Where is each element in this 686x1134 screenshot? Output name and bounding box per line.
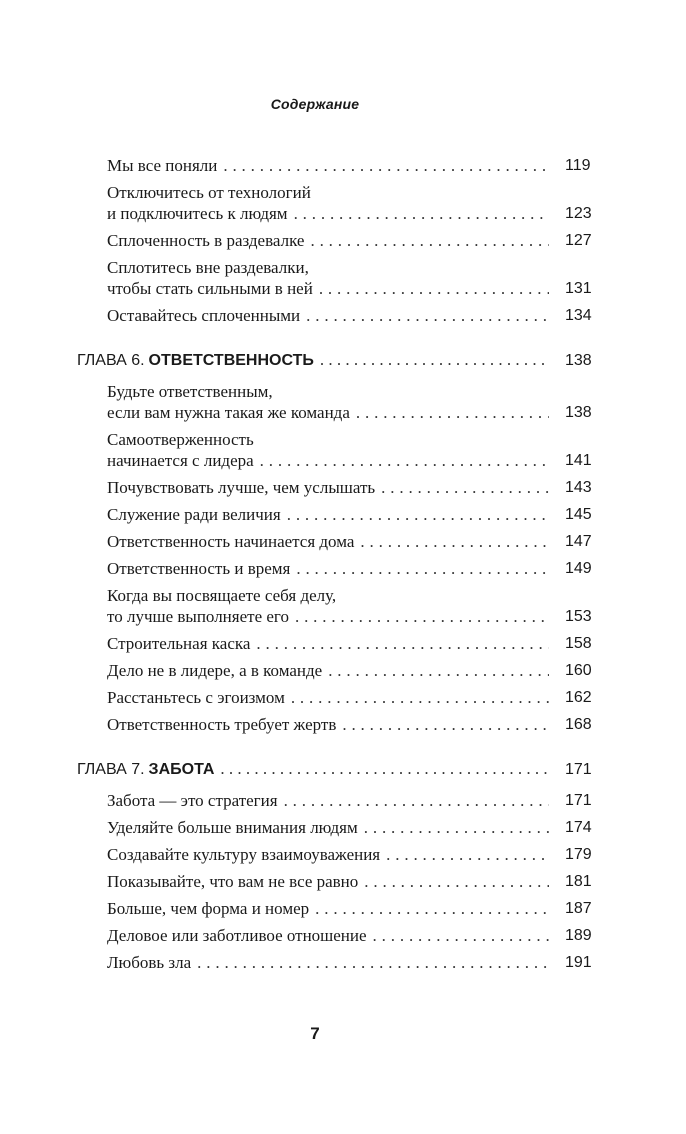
toc-entry-title: Служение ради величия bbox=[107, 505, 281, 524]
toc-entry bbox=[0, 504, 686, 531]
toc-chapter-7 bbox=[0, 759, 686, 786]
toc-entry bbox=[0, 429, 686, 477]
toc-entry-page: 134 bbox=[565, 307, 592, 324]
toc-entry-title: Уделяйте больше внимания людям bbox=[107, 818, 358, 837]
table-of-contents bbox=[0, 155, 686, 979]
toc-entry-page: 145 bbox=[565, 506, 592, 523]
toc-entry bbox=[0, 871, 686, 898]
toc-entry-title-line: Самоотверженность bbox=[107, 430, 254, 449]
dot-leader bbox=[294, 203, 549, 224]
toc-entry-page: 181 bbox=[565, 873, 592, 890]
dot-leader bbox=[364, 817, 549, 838]
toc-entry-title: Деловое или заботливое отношение bbox=[107, 926, 367, 945]
dot-leader bbox=[220, 758, 549, 779]
page-header: Содержание bbox=[270, 96, 360, 112]
toc-entry bbox=[0, 558, 686, 585]
toc-entry bbox=[0, 230, 686, 257]
toc-entry-page: 191 bbox=[565, 954, 592, 971]
toc-entry-title-line: Сплотитесь вне раздевалки, bbox=[107, 258, 309, 277]
toc-entry bbox=[0, 660, 686, 687]
toc-entry-title: Мы все поняли bbox=[107, 156, 218, 175]
toc-entry bbox=[0, 714, 686, 741]
dot-leader bbox=[295, 606, 549, 627]
dot-leader bbox=[319, 278, 549, 299]
dot-leader bbox=[364, 871, 549, 892]
dot-leader bbox=[342, 714, 549, 735]
toc-entry-page: 138 bbox=[565, 404, 592, 421]
toc-entry bbox=[0, 257, 686, 305]
dot-leader bbox=[291, 687, 549, 708]
toc-entry-title: если вам нужна такая же команда bbox=[107, 403, 350, 422]
toc-entry-title: Ответственность и время bbox=[107, 559, 291, 578]
toc-entry-title: и подключитесь к людям bbox=[107, 204, 288, 223]
toc-entry-page: 127 bbox=[565, 232, 592, 249]
toc-entry bbox=[0, 182, 686, 230]
toc-entry-title: Почувствовать лучше, чем услышать bbox=[107, 478, 376, 497]
toc-entry bbox=[0, 585, 686, 633]
toc-entry bbox=[0, 844, 686, 871]
toc-entry-page: 189 bbox=[565, 927, 592, 944]
toc-entry-page: 174 bbox=[565, 819, 592, 836]
dot-leader bbox=[328, 660, 549, 681]
toc-entry-page: 131 bbox=[565, 280, 592, 297]
toc-entry-title: Создавайте культуру взаимоуважения bbox=[107, 845, 381, 864]
toc-chapter-6 bbox=[0, 350, 686, 377]
dot-leader bbox=[256, 633, 549, 654]
page-number: 7 bbox=[310, 1024, 320, 1043]
dot-leader bbox=[260, 450, 549, 471]
toc-entry-title: Расстаньтесь с эгоизмом bbox=[107, 688, 285, 707]
chapter-title: ОТВЕТСТВЕННОСТЬ bbox=[148, 352, 314, 369]
toc-entry-title: Больше, чем форма и номер bbox=[107, 899, 310, 918]
dot-leader bbox=[356, 402, 549, 423]
toc-entry-page: 162 bbox=[565, 689, 592, 706]
toc-entry bbox=[0, 952, 686, 979]
toc-entry bbox=[0, 305, 686, 332]
toc-entry-page: 160 bbox=[565, 662, 592, 679]
toc-entry-title: Забота — это стратегия bbox=[107, 791, 278, 810]
toc-entry-title: Строительная каска bbox=[107, 634, 251, 653]
toc-entry-title: чтобы стать сильными в ней bbox=[107, 279, 313, 298]
toc-entry-title: Любовь зла bbox=[107, 953, 192, 972]
dot-leader bbox=[373, 925, 549, 946]
dot-leader bbox=[284, 790, 549, 811]
dot-leader bbox=[360, 531, 549, 552]
toc-entry-title: Показывайте, что вам не все равно bbox=[107, 872, 359, 891]
toc-entry-page: 179 bbox=[565, 846, 592, 863]
toc-entry-title: то лучше выполняете его bbox=[107, 607, 289, 626]
dot-leader bbox=[315, 898, 549, 919]
toc-entry-page: 187 bbox=[565, 900, 592, 917]
toc-entry bbox=[0, 790, 686, 817]
toc-entry bbox=[0, 381, 686, 429]
chapter-prefix: ГЛАВА 7. bbox=[77, 761, 145, 778]
dot-leader bbox=[223, 155, 549, 176]
toc-entry bbox=[0, 531, 686, 558]
toc-entry-page: 123 bbox=[565, 205, 592, 222]
toc-entry-title-line: Отключитесь от технологий bbox=[107, 183, 311, 202]
toc-entry bbox=[0, 633, 686, 660]
toc-entry bbox=[0, 155, 686, 182]
toc-entry-page: 141 bbox=[565, 452, 592, 469]
toc-entry bbox=[0, 898, 686, 925]
toc-entry-page: 171 bbox=[565, 792, 592, 809]
toc-entry-page: 168 bbox=[565, 716, 592, 733]
chapter-title: ЗАБОТА bbox=[148, 761, 215, 778]
toc-entry-title: Ответственность требует жертв bbox=[107, 715, 337, 734]
dot-leader bbox=[310, 230, 549, 251]
toc-entry-page: 158 bbox=[565, 635, 592, 652]
chapter-prefix: ГЛАВА 6. bbox=[77, 352, 145, 369]
dot-leader bbox=[197, 952, 549, 973]
chapter-page: 138 bbox=[565, 352, 592, 369]
toc-entry-page: 143 bbox=[565, 479, 592, 496]
dot-leader bbox=[306, 305, 549, 326]
toc-entry-title: начинается с лидера bbox=[107, 451, 254, 470]
toc-entry-page: 119 bbox=[565, 157, 591, 174]
toc-entry bbox=[0, 687, 686, 714]
toc-entry-title: Сплоченность в раздевалке bbox=[107, 231, 305, 250]
toc-entry bbox=[0, 817, 686, 844]
toc-entry-title: Дело не в лидере, а в команде bbox=[107, 661, 323, 680]
dot-leader bbox=[320, 349, 549, 370]
dot-leader bbox=[381, 477, 549, 498]
dot-leader bbox=[287, 504, 549, 525]
toc-entry-page: 147 bbox=[565, 533, 592, 550]
toc-entry-title-line: Когда вы посвящаете себя делу, bbox=[107, 586, 337, 605]
dot-leader bbox=[386, 844, 549, 865]
toc-entry-title: Оставайтесь сплоченными bbox=[107, 306, 301, 325]
chapter-page: 171 bbox=[565, 761, 592, 778]
toc-entry-title: Ответственность начинается дома bbox=[107, 532, 355, 551]
toc-entry bbox=[0, 477, 686, 504]
dot-leader bbox=[296, 558, 549, 579]
toc-entry-page: 149 bbox=[565, 560, 592, 577]
toc-entry bbox=[0, 925, 686, 952]
toc-entry-title-line: Будьте ответственным, bbox=[107, 382, 273, 401]
toc-entry-page: 153 bbox=[565, 608, 592, 625]
